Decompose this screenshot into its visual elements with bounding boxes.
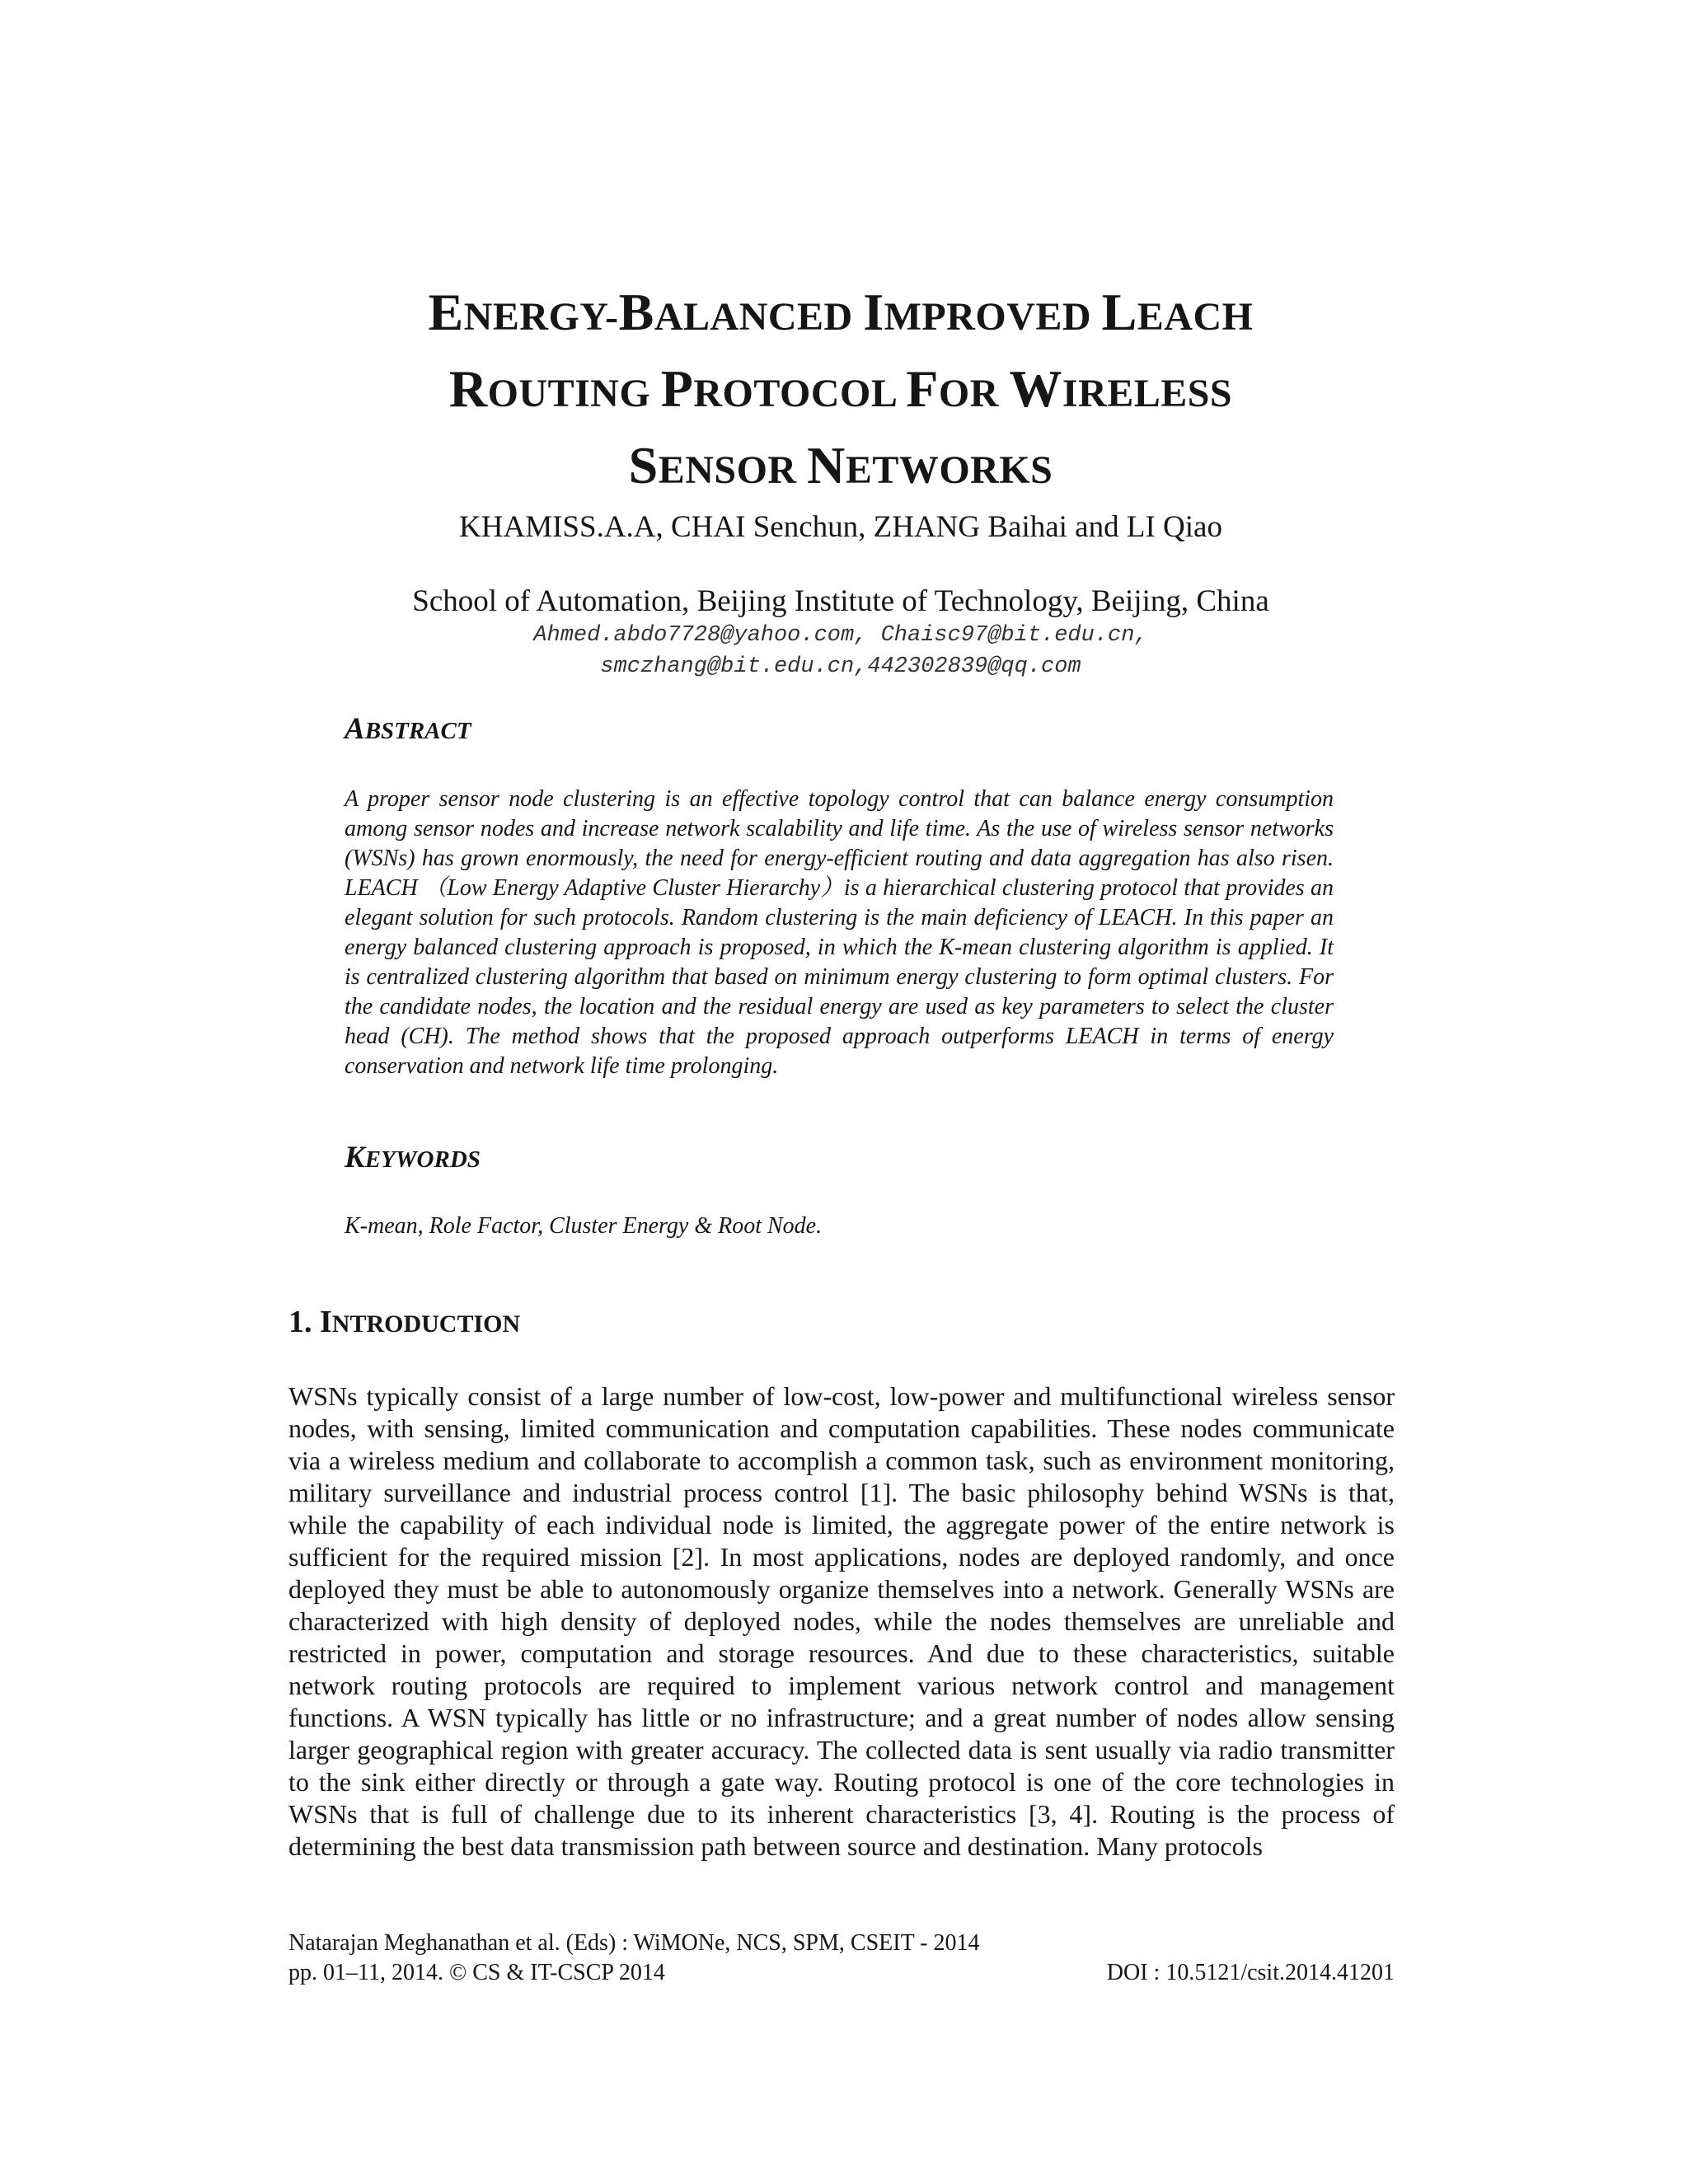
email-list — [247, 620, 1434, 682]
abstract-text: A proper sensor node clustering is an effective topology control that can balance energy consumption among sensor nodes and increase network scalability and life time. As the use of wireless sensor networks (WSNs) has grown enormously, the need for energy-efficient routing and data aggregation has also risen. LEACH （Low Energy Adaptive Cluster Hierarchy）is a hierarchical clustering protocol that provides an elegant solution for such protocols. Random clustering is the main deficiency of LEACH. In this paper an energy balanced clustering approach is proposed, in which the K-mean clustering algorithm is applied. It is centralized clustering algorithm that based on minimum energy clustering to form optimal clusters. For the candidate nodes, the location and the residual energy are used as key parameters to select the cluster head (CH). The method shows that the proposed approach outperforms LEACH in terms of energy conservation and network life time prolonging. — [345, 786, 1334, 1079]
title-line-1: ENERGY-BALANCED IMPROVED LEACH — [428, 283, 1254, 341]
affiliation: School of Automation, Beijing Institute of Technology, Beijing, China — [412, 584, 1269, 618]
title-line-2: ROUTING PROTOCOL FOR WIRELESS — [448, 359, 1233, 418]
title-line-3: SENSOR NETWORKS — [628, 436, 1053, 494]
introduction-heading: 1. INTRODUCTION — [288, 1305, 521, 1339]
footer-pages-copyright: pp. 01–11, 2014. © CS & IT-CSCP 2014 — [288, 1960, 665, 1985]
footer-proceedings: Natarajan Meghanathan et al. (Eds) : WiMONe, NCS, SPM, CSEIT - 2014 — [288, 1930, 980, 1956]
keywords-heading: KEYWORDS — [345, 1141, 481, 1174]
email-line-1[interactable]: Ahmed.abdo7728@yahoo.com, Chaisc97@bit.edu.cn, — [533, 623, 1148, 648]
paper-title — [247, 276, 1434, 506]
introduction-body: WSNs typically consist of a large number of low-cost, low-power and multifunctional wireless sensor nodes, with sensing, limited communication and computation capabilities. These nodes communicate via a wireless medium and collaborate to accomplish a common task, such as environment monitoring, military surveillance and industrial process control [1]. The basic philosophy behind WSNs is that, while the capability of each individual node is limited, the aggregate power of the entire network is sufficient for the required mission [2]. In most applications, nodes are deployed randomly, and once deployed they must be able to autonomously organize themselves into a network. Generally WSNs are characterized with high density of deployed nodes, while the nodes themselves are unreliable and restricted in power, computation and storage resources. And due to these characteristics, suitable network routing protocols are required to implement various network control and management functions. A WSN typically has little or no infrastructure; and a great number of nodes allow sensing larger geographical region with greater accuracy. The collected data is sent usually via radio transmitter to the sink either directly or through a gate way. Routing protocol is one of the core technologies in WSNs that is full of challenge due to its inherent characteristics [3, 4]. Routing is the process of determining the best data transmission path between source and destination. Many protocols — [288, 1381, 1395, 1861]
footer-doi[interactable]: DOI : 10.5121/csit.2014.41201 — [1106, 1960, 1395, 1985]
footer-row — [288, 1958, 1395, 1988]
author-list: KHAMISS.A.A, CHAI Senchun, ZHANG Baihai and LI Qiao — [459, 510, 1222, 544]
email-line-2[interactable]: smczhang@bit.edu.cn,442302839@qq.com — [600, 654, 1081, 679]
page-footer — [288, 1929, 1395, 1988]
keywords-text: K-mean, Role Factor, Cluster Energy & Root Node. — [345, 1213, 823, 1239]
abstract-heading: ABSTRACT — [345, 712, 471, 746]
